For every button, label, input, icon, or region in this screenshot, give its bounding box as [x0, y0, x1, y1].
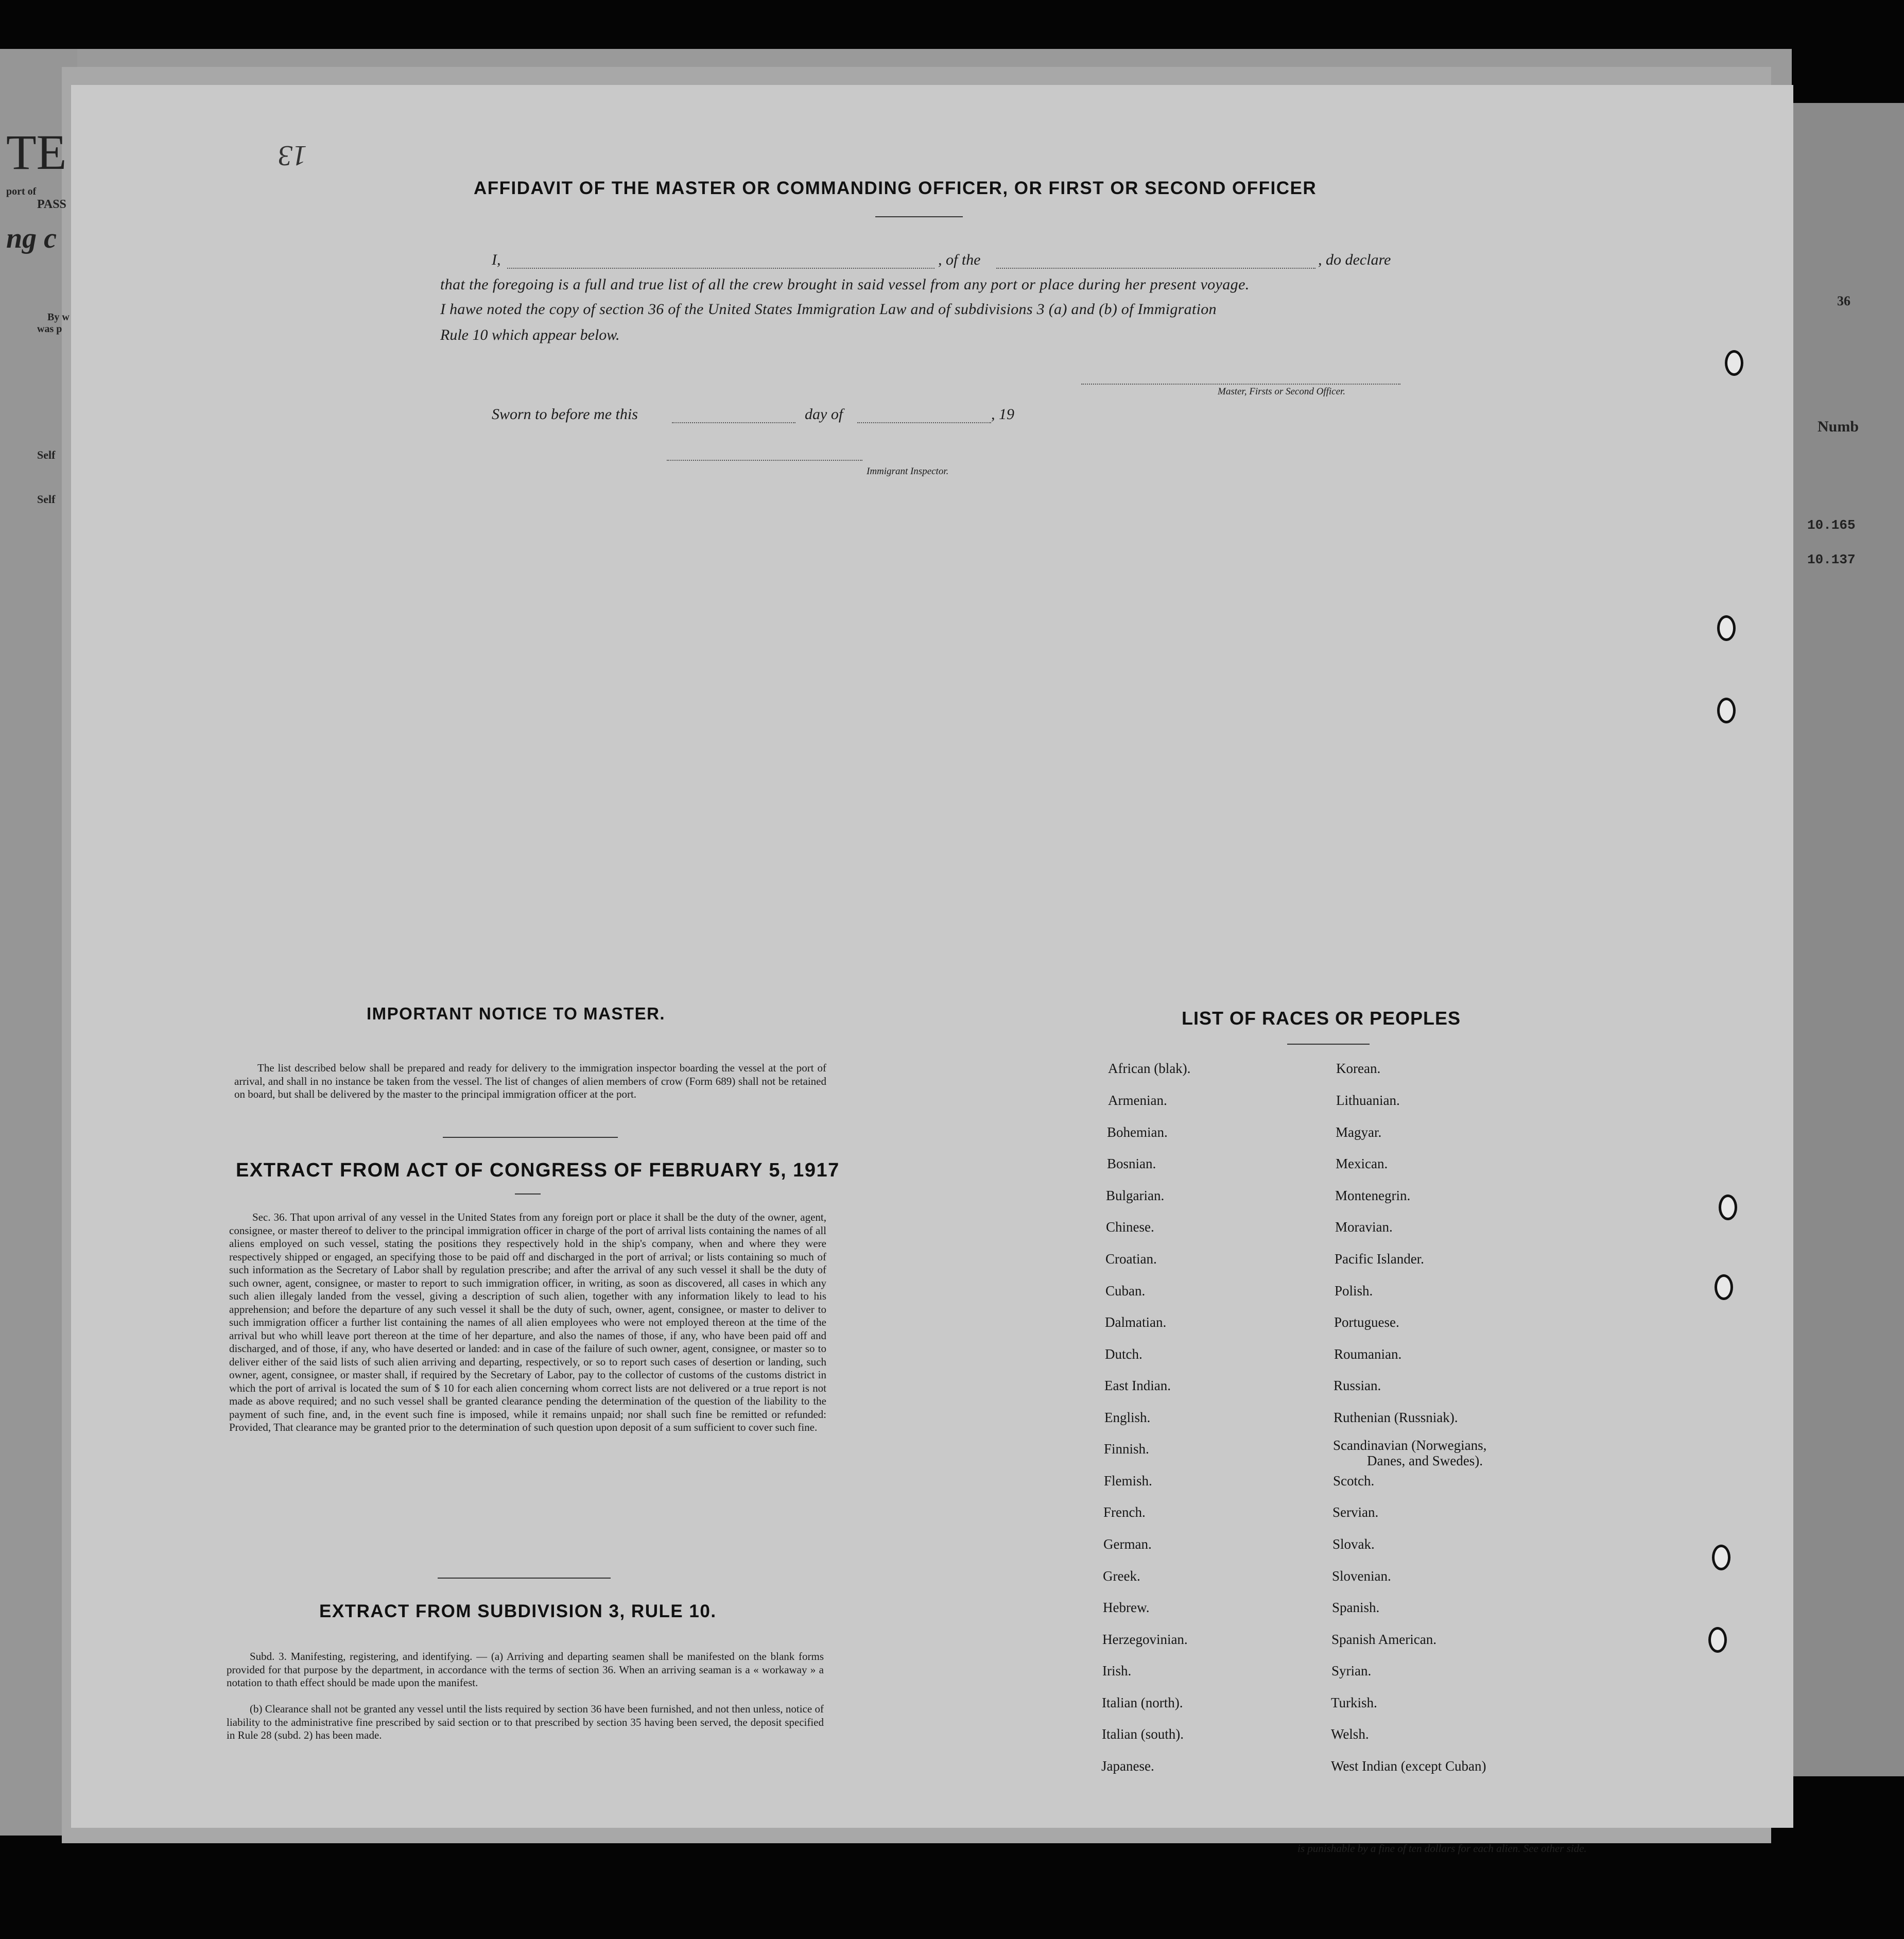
binder-hole: [1719, 1194, 1737, 1220]
sworn-label: Sworn to before me this: [492, 406, 638, 423]
day-of-label: day of: [805, 406, 843, 423]
rule-extract-title: EXTRACT FROM SUBDIVISION 3, RULE 10.: [319, 1601, 717, 1621]
affidavit-line-4: Rule 10 which appear below.: [440, 326, 620, 343]
master-name-blank[interactable]: [507, 268, 934, 269]
race-item: Welsh.: [1331, 1726, 1369, 1742]
right-margin-fragment-num-1: 10.165: [1807, 517, 1856, 533]
affidavit-line-2: that the foregoing is a full and true list of all the crew brought in said vessel from any port or place during her present voyage.: [440, 276, 1250, 293]
fragment-ng: ng c: [6, 222, 57, 254]
affidavit-line-3: I hawe noted the copy of section 36 of the United States Immigration Law and of subdivisions 3 (a) and (b) of Immigration: [440, 301, 1217, 318]
race-item: Finnish.: [1104, 1441, 1149, 1457]
race-item: Italian (north).: [1102, 1695, 1183, 1710]
race-item: Chinese.: [1106, 1219, 1154, 1235]
rule-extract-text-a: Subd. 3. Manifesting, registering, and identifying. — (a) Arriving and departing seamen shall be manifested on the blank forms provided for that purpose by the department, in accordance with the terms of section 36. When an arriving seaman is a « workaway » a notation to thath effect should be made upon the manifest.: [227, 1650, 824, 1689]
race-item: Moravian.: [1335, 1219, 1393, 1235]
affidavit-of-the: , of the: [938, 251, 981, 268]
race-item: Flemish.: [1104, 1473, 1152, 1488]
act-extract-title: EXTRACT FROM ACT OF CONGRESS OF FEBRUARY 5, 1917: [236, 1159, 840, 1181]
binder-hole: [1725, 350, 1743, 376]
act-extract-title-rule: [515, 1193, 541, 1194]
races-title-rule: [1287, 1044, 1370, 1045]
notice-title: IMPORTANT NOTICE TO MASTER.: [367, 1004, 666, 1023]
fragment-self-1: Self: [37, 448, 56, 461]
race-item: Cuban.: [1105, 1283, 1146, 1299]
race-item: Slovak.: [1332, 1536, 1375, 1552]
fragment-by: By w: [47, 311, 70, 323]
race-item: Korean.: [1336, 1061, 1381, 1076]
race-item: Danes, and Swedes).: [1367, 1453, 1483, 1468]
binder-hole: [1712, 1545, 1730, 1570]
binder-hole: [1708, 1627, 1727, 1653]
fragment-pass: PASS: [37, 198, 66, 211]
affidavit-title: AFFIDAVIT OF THE MASTER OR COMMANDING OFFICER, OR FIRST OR SECOND OFFICER: [474, 178, 1317, 198]
race-item: Bulgarian.: [1106, 1188, 1165, 1203]
notice-text: The list described below shall be prepared and ready for delivery to the immigration inspector boarding the vessel at the port of arrival, and shall in no instance be taken from the vessel. The list of changes of alien members of crow (Form 689) shall not be retained on board, but shall be delivered by the master to the principal immigration officer at the port.: [234, 1062, 826, 1100]
binder-hole: [1717, 698, 1736, 723]
race-item: Ruthenian (Russniak).: [1334, 1410, 1458, 1425]
footer-fine-notice: is punishable by a fine of ten dollars for each alien. See other side.: [1297, 1842, 1587, 1855]
race-item: Magyar.: [1336, 1124, 1382, 1140]
officer-signature-blank[interactable]: [1081, 384, 1400, 385]
handwritten-page-number: 13: [278, 140, 307, 171]
race-item: Herzegovinian.: [1102, 1632, 1188, 1647]
race-item: East Indian.: [1104, 1378, 1171, 1393]
race-item: English.: [1104, 1410, 1151, 1425]
sworn-month-blank[interactable]: [857, 422, 991, 423]
race-item: Syrian.: [1331, 1663, 1372, 1678]
act-extract-text: Sec. 36. That upon arrival of any vessel in the United States from any foreign port or place it shall be the duty of the owner, agent, consignee, or master thereof to deliver to the principal immigration officer in charge of the port of arrival lists containing the names of all aliens employed on such vessel, stating the positions they respectively hold in the ship's company, when and where they were respectively shipped or engaged, an specifying those to be paid off and discharged in the port of arrival; or lists containing so much of such information as the Secretary of Labor shall by regulation prescribe; and after the arrival of any such vessel it shall be the duty of such owner, agent, consignee, or master to report to such immigration officer, in writing, as soon as discovered, all cases in which any such alien illegaly landed from the vessel, giving a description of such alien, together with any information likely to lead to his apprehension; and before the departure of any such vessel it shall be the duty of such, owner, agent, consignee, or master to deliver to such immigration officer a further list containing the names of all alien employees who were not employed thereon at the time of the arrival but who whill leave port thereon at the time of her departure, and also the names of those, if any, who have been paid off and discharged, and of those, if any, who have deserted or landed: and in case of the failure of such owner, agent, consignee, or master so to deliver either of the said lists of such alien arriving and departing, respectively, or so to report such cases of desertion or landing, such owner, agent, consignee, or master shall, if required by the Secretary of Labor, pay to the collector of customs of the customs district in which the port of arrival is located the sum of $ 10 for each alien concerning whom correct lists are not delivered or a true report is not made as above required; and no such vessel shall be granted clearance pending the determination of the question of the liability to the payment of such fine, and, in the event such fine is imposed, while it remains unpaid; nor shall such fine be remitted or refunded: Provided, That clearance may be granted prior to the determination of such question upon deposit of a sum sufficient to cover such fine.: [229, 1211, 826, 1433]
notice-rule: [443, 1137, 618, 1138]
race-item: Portuguese.: [1334, 1314, 1399, 1330]
race-item: African (blak).: [1108, 1061, 1191, 1076]
race-item: Servian.: [1332, 1504, 1379, 1520]
binder-hole: [1715, 1274, 1733, 1300]
form-page: [71, 85, 1793, 1828]
affidavit-title-rule: [875, 216, 963, 217]
inspector-signature-blank[interactable]: [667, 460, 862, 461]
race-item: Scotch.: [1333, 1473, 1375, 1488]
race-item: Bohemian.: [1107, 1124, 1168, 1140]
race-item: Italian (south).: [1102, 1726, 1184, 1742]
race-item: Lithuanian.: [1336, 1093, 1400, 1108]
right-margin-fragment-36: 36: [1837, 293, 1850, 308]
rule-extract-text-b: (b) Clearance shall not be granted any vessel until the lists required by section 36 have been furnished, and not then unless, notice of liability to the administrative fine prescribed by said section or to that prescribed by section 35 having been served, the deposit specified in Rule 28 (subd. 2) has been made.: [227, 1703, 824, 1741]
fragment-self-2: Self: [37, 493, 56, 506]
race-item: Irish.: [1102, 1663, 1132, 1678]
act-extract-rule: [438, 1578, 611, 1579]
race-item: Spanish American.: [1331, 1632, 1436, 1647]
race-item: Bosnian.: [1107, 1156, 1156, 1171]
race-item: French.: [1103, 1504, 1146, 1520]
race-item: Scandinavian (Norwegians,: [1333, 1438, 1487, 1453]
fragment-port: port of: [6, 186, 37, 197]
fragment-te: TE: [6, 125, 67, 180]
race-item: Slovenian.: [1332, 1568, 1391, 1584]
fragment-was: was p: [37, 323, 62, 335]
race-item: Spanish.: [1332, 1600, 1380, 1615]
race-item: Dalmatian.: [1105, 1314, 1167, 1330]
sworn-day-blank[interactable]: [672, 422, 795, 423]
race-item: Pacific Islander.: [1335, 1251, 1424, 1267]
race-item: Dutch.: [1105, 1346, 1143, 1362]
affidavit-do-declare: , do declare: [1318, 251, 1391, 268]
race-item: Turkish.: [1331, 1695, 1377, 1710]
vessel-name-blank[interactable]: [996, 268, 1316, 269]
underlying-sheet-right: [1787, 103, 1904, 1776]
year-label: , 19: [991, 406, 1014, 423]
affidavit-i-label: I,: [492, 251, 501, 268]
race-item: Japanese.: [1101, 1758, 1154, 1774]
race-item: Armenian.: [1108, 1093, 1167, 1108]
races-title: LIST OF RACES OR PEOPLES: [1182, 1008, 1461, 1029]
race-item: Hebrew.: [1103, 1600, 1150, 1615]
race-item: Croatian.: [1105, 1251, 1157, 1267]
race-item: West Indian (except Cuban): [1331, 1758, 1486, 1774]
right-margin-fragment-numb: Numb: [1818, 418, 1859, 435]
race-item: Roumanian.: [1334, 1346, 1402, 1362]
race-item: Polish.: [1335, 1283, 1373, 1299]
right-margin-fragment-num-2: 10.137: [1807, 552, 1856, 567]
race-item: Russian.: [1334, 1378, 1381, 1393]
inspector-caption: Immigrant Inspector.: [867, 466, 949, 477]
race-item: Montenegrin.: [1335, 1188, 1411, 1203]
officer-caption: Master, Firsts or Second Officer.: [1218, 386, 1346, 397]
binder-hole: [1717, 615, 1736, 641]
race-item: Mexican.: [1336, 1156, 1388, 1171]
race-item: Greek.: [1103, 1568, 1140, 1584]
race-item: German.: [1103, 1536, 1152, 1552]
